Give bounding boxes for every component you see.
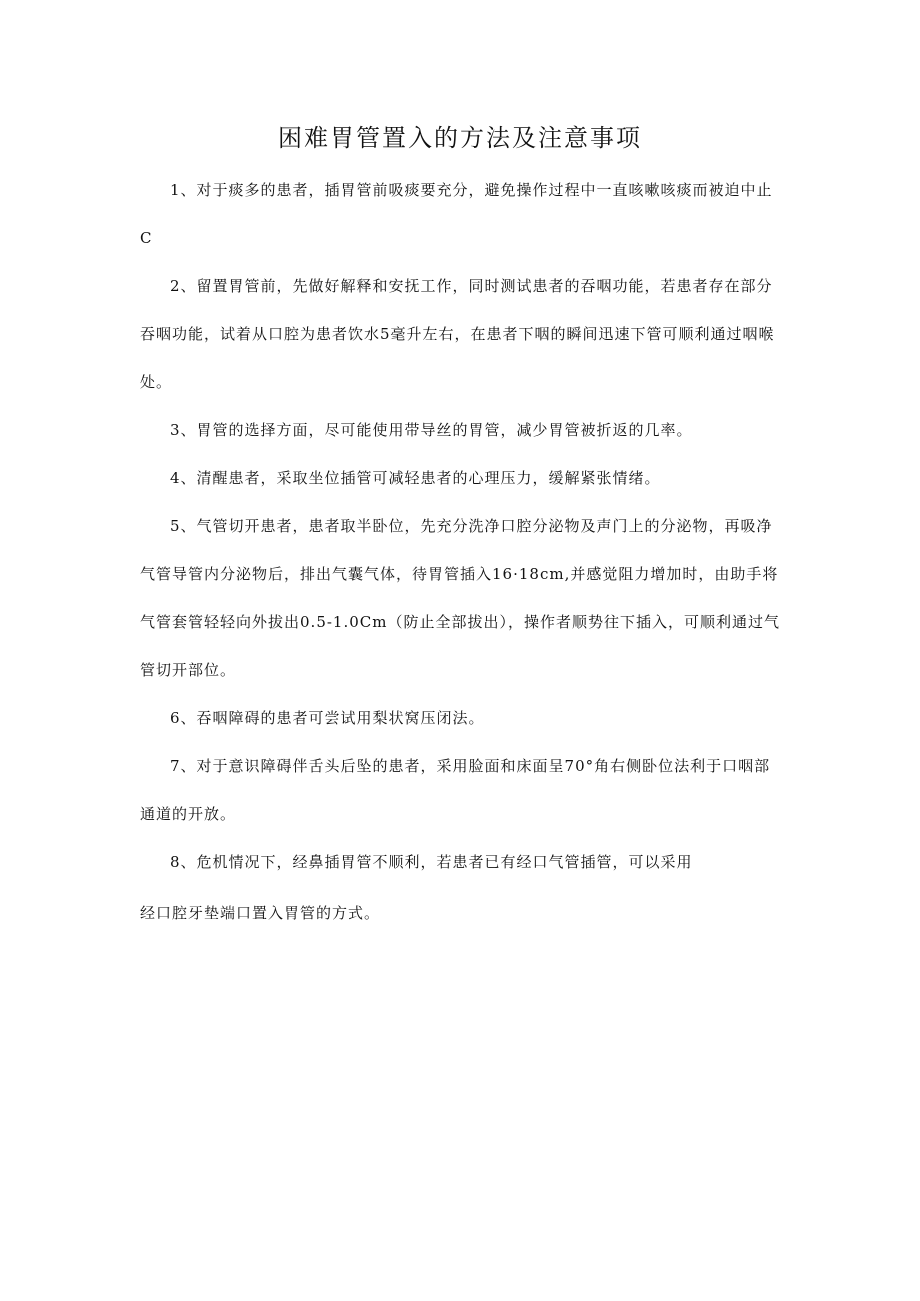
paragraph-3: 3、胃管的选择方面，尽可能使用带导丝的胃管，减少胃管被折返的几率。 [170,421,693,439]
paragraph-7: 7、对于意识障碍伴舌头后坠的患者，采用脸面和床面呈70°角右侧卧位法利于口咽部通道的开放。 [140,757,771,823]
paragraph-8: 8、危机情况下，经鼻插胃管不顺利，若患者已有经口气管插管，可以采用 [170,853,693,871]
paragraph-2: 2、留置胃管前，先做好解释和安抚工作，同时测试患者的吞咽功能，若患者存在部分吞咽功能，试着从口腔为患者饮水5毫升左右，在患者下咽的瞬间迅速下管可顺利通过咽喉处。 [140,277,775,391]
document-title: 困难胃管置入的方法及注意事项 [278,124,642,152]
paragraph-4: 4、清醒患者，采取坐位插管可减轻患者的心理压力，缓解紧张情绪。 [170,469,661,487]
paragraph-1: 1、对于痰多的患者，插胃管前吸痰要充分，避免操作过程中一直咳嗽咳痰而被迫中止C [140,181,773,247]
paragraph-6: 6、吞咽障碍的患者可尝试用梨状窝压闭法。 [170,709,485,727]
document-body [140,166,785,937]
paragraph-8-continuation: 经口腔牙垫端口置入胃管的方式。 [140,904,381,922]
paragraph-5: 5、气管切开患者，患者取半卧位，先充分洗净口腔分泌物及声门上的分泌物，再吸净气管导管内分泌物后，排出气囊气体，待胃管插入16·18cm,并感觉阻力增加时，由助手将气管套管轻轻向外拔出0.5-1.0Cm（防止全部拔出），操作者顺势往下插入，可顺利通过气管切开部位。 [140,517,780,679]
